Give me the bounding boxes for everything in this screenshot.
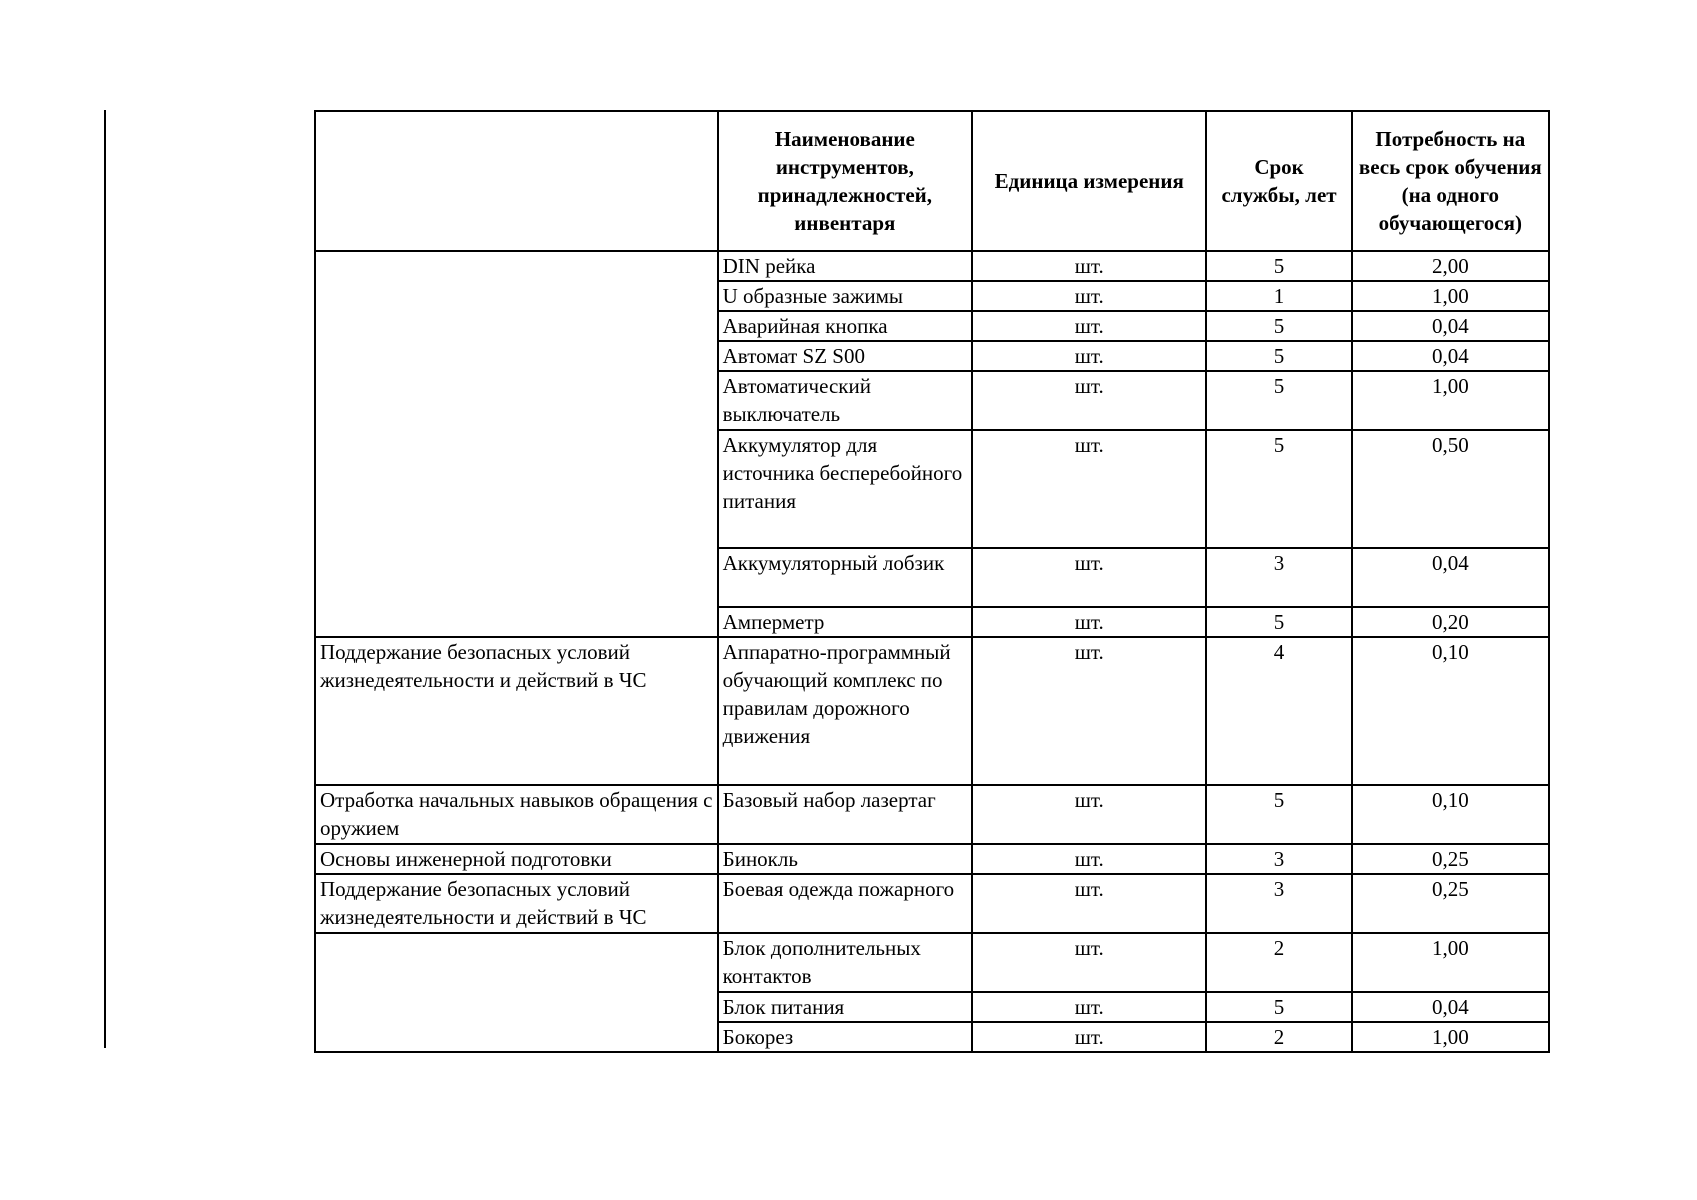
item-unit: шт. — [972, 874, 1206, 933]
item-unit: шт. — [972, 637, 1206, 785]
item-name: DIN рейка — [718, 251, 972, 281]
header-name: Наименование инструментов, принадлежностей, инвентаря — [718, 111, 972, 251]
item-unit: шт. — [972, 311, 1206, 341]
item-unit: шт. — [972, 607, 1206, 637]
header-need: Потребность на весь срок обучения (на одного обучающегося) — [1352, 111, 1549, 251]
item-need: 0,04 — [1352, 311, 1549, 341]
item-need: 0,10 — [1352, 785, 1549, 844]
discipline-cell: Поддержание безопасных условий жизнедеятельности и действий в ЧС — [315, 874, 718, 933]
table-row — [315, 874, 1549, 933]
item-unit: шт. — [972, 430, 1206, 548]
item-name: Аппаратно-программный обучающий комплекс по правилам дорожного движения — [718, 637, 972, 785]
item-unit: шт. — [972, 1022, 1206, 1052]
discipline-cell: Основы инженерной подготовки — [315, 844, 718, 874]
discipline-cell: Отработка начальных навыков обращения с оружием — [315, 785, 718, 844]
item-need: 1,00 — [1352, 281, 1549, 311]
item-life: 3 — [1206, 548, 1351, 607]
discipline-cell-empty — [315, 933, 718, 1052]
item-life: 5 — [1206, 341, 1351, 371]
item-name: Блок дополнительных контактов — [718, 933, 972, 992]
item-name: Базовый набор лазертаг — [718, 785, 972, 844]
item-unit: шт. — [972, 844, 1206, 874]
table-row — [315, 933, 1549, 992]
item-unit: шт. — [972, 548, 1206, 607]
item-need: 0,25 — [1352, 874, 1549, 933]
item-need: 1,00 — [1352, 1022, 1549, 1052]
equipment-table — [314, 110, 1550, 1053]
item-life: 4 — [1206, 637, 1351, 785]
item-need: 0,04 — [1352, 341, 1549, 371]
table-row — [315, 251, 1549, 281]
discipline-cell-empty — [315, 251, 718, 637]
item-name: Бинокль — [718, 844, 972, 874]
item-name: U образные зажимы — [718, 281, 972, 311]
item-life: 1 — [1206, 281, 1351, 311]
item-life: 5 — [1206, 785, 1351, 844]
item-need: 2,00 — [1352, 251, 1549, 281]
item-life: 5 — [1206, 251, 1351, 281]
item-unit: шт. — [972, 341, 1206, 371]
item-need: 0,04 — [1352, 992, 1549, 1022]
discipline-cell: Поддержание безопасных условий жизнедеятельности и действий в ЧС — [315, 637, 718, 785]
item-unit: шт. — [972, 371, 1206, 430]
item-name: Бокорез — [718, 1022, 972, 1052]
item-need: 0,20 — [1352, 607, 1549, 637]
item-life: 2 — [1206, 933, 1351, 992]
header-life: Срок службы, лет — [1206, 111, 1351, 251]
header-discipline — [315, 111, 718, 251]
item-need: 0,04 — [1352, 548, 1549, 607]
item-life: 5 — [1206, 607, 1351, 637]
item-need: 1,00 — [1352, 933, 1549, 992]
item-life: 2 — [1206, 1022, 1351, 1052]
table-row — [315, 785, 1549, 844]
header-row — [315, 111, 1549, 251]
item-unit: шт. — [972, 992, 1206, 1022]
item-life: 5 — [1206, 311, 1351, 341]
item-unit: шт. — [972, 281, 1206, 311]
item-life: 3 — [1206, 844, 1351, 874]
header-unit: Единица измерения — [972, 111, 1206, 251]
item-name: Аккумуляторный лобзик — [718, 548, 972, 607]
item-unit: шт. — [972, 785, 1206, 844]
table-row — [315, 637, 1549, 785]
item-need: 1,00 — [1352, 371, 1549, 430]
left-margin-rule — [104, 110, 106, 1048]
item-life: 3 — [1206, 874, 1351, 933]
item-life: 5 — [1206, 430, 1351, 548]
item-name: Амперметр — [718, 607, 972, 637]
item-name: Боевая одежда пожарного — [718, 874, 972, 933]
item-unit: шт. — [972, 933, 1206, 992]
item-name: Аккумулятор для источника бесперебойного питания — [718, 430, 972, 548]
item-life: 5 — [1206, 371, 1351, 430]
item-need: 0,50 — [1352, 430, 1549, 548]
item-unit: шт. — [972, 251, 1206, 281]
item-name: Аварийная кнопка — [718, 311, 972, 341]
item-need: 0,25 — [1352, 844, 1549, 874]
item-life: 5 — [1206, 992, 1351, 1022]
item-name: Блок питания — [718, 992, 972, 1022]
item-need: 0,10 — [1352, 637, 1549, 785]
item-name: Автоматический выключатель — [718, 371, 972, 430]
item-name: Автомат SZ S00 — [718, 341, 972, 371]
table-row — [315, 844, 1549, 874]
